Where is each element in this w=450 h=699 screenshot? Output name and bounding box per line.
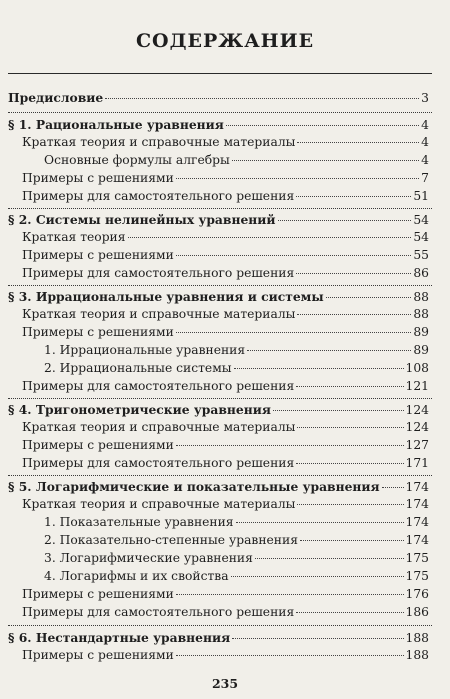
- toc-label: § 1. Рациональные уравнения: [8, 117, 224, 132]
- toc-label: Примеры с решениями: [22, 325, 174, 339]
- toc-label: § 2. Системы нелинейных уравнений: [8, 212, 276, 227]
- toc-page: 4: [421, 135, 429, 149]
- toc-entry[interactable]: [22, 438, 429, 456]
- toc-page: 174: [405, 533, 429, 547]
- toc-page: 124: [405, 403, 429, 417]
- toc-section-3[interactable]: [8, 289, 429, 307]
- section-divider: [8, 475, 432, 476]
- toc-page: 127: [405, 438, 429, 452]
- toc-label: Основные формулы алгебры: [44, 153, 230, 167]
- toc-page: 176: [405, 587, 429, 601]
- toc-label: 1. Иррациональные уравнения: [44, 343, 246, 357]
- toc-page: 51: [413, 189, 429, 203]
- toc-label: Примеры для самостоятельного решения: [22, 605, 295, 619]
- section-divider: [8, 285, 432, 286]
- toc-entry[interactable]: [44, 153, 429, 171]
- section-divider: [8, 398, 432, 399]
- toc-page: 174: [405, 515, 429, 529]
- page-number: 235: [211, 676, 239, 691]
- toc-page: 186: [405, 605, 429, 619]
- toc-entry[interactable]: [22, 135, 429, 153]
- toc-label: Примеры для самостоятельного решения: [22, 189, 295, 203]
- toc-page: 108: [405, 361, 429, 375]
- toc-entry[interactable]: [22, 171, 429, 189]
- toc-label: Предисловие: [8, 90, 104, 105]
- toc-label: Примеры с решениями: [22, 171, 174, 185]
- toc-page: 121: [405, 379, 429, 393]
- toc-page: 54: [413, 230, 429, 244]
- toc-label: Примеры с решениями: [22, 248, 174, 262]
- toc-label: 2. Иррациональные системы: [44, 361, 232, 375]
- toc-label: 4. Логарифмы и их свойства: [44, 569, 229, 583]
- toc-section-5[interactable]: [8, 479, 429, 497]
- toc-page: 4: [421, 153, 429, 167]
- toc-entry[interactable]: [22, 379, 429, 397]
- toc-page: 88: [413, 307, 429, 321]
- toc-section-2[interactable]: [8, 212, 429, 230]
- toc-label: 3. Логарифмические уравнения: [44, 551, 253, 565]
- toc-label: Примеры для самостоятельного решения: [22, 379, 295, 393]
- toc-page: 174: [405, 480, 429, 494]
- section-divider: [8, 208, 432, 209]
- toc-entry[interactable]: [22, 307, 429, 325]
- toc-page: 175: [405, 569, 429, 583]
- toc-label: Краткая теория и справочные материалы: [22, 307, 296, 321]
- toc-section-6[interactable]: [8, 630, 429, 648]
- toc-page: 55: [413, 248, 429, 262]
- toc-label: § 6. Нестандартные уравнения: [8, 630, 231, 645]
- toc-page: 88: [413, 290, 429, 304]
- section-divider: [8, 625, 432, 626]
- toc-entry[interactable]: [22, 420, 429, 438]
- toc-page: 89: [413, 325, 429, 339]
- toc-entry[interactable]: [22, 189, 429, 207]
- toc-label: Примеры для самостоятельного решения: [22, 456, 295, 470]
- toc-label: Краткая теория и справочные материалы: [22, 135, 296, 149]
- toc-entry[interactable]: [44, 343, 429, 361]
- toc-label: 2. Показательно-степенные уравнения: [44, 533, 298, 547]
- toc-entry[interactable]: [22, 248, 429, 266]
- toc-page: 86: [413, 266, 429, 280]
- toc-page: 188: [405, 648, 429, 662]
- toc-page: 89: [413, 343, 429, 357]
- top-rule: [8, 73, 432, 74]
- toc-label: Краткая теория и справочные материалы: [22, 420, 296, 434]
- toc-label: 1. Показательные уравнения: [44, 515, 234, 529]
- page-title: СОДЕРЖАНИЕ: [135, 30, 315, 52]
- toc-label: Краткая теория и справочные материалы: [22, 497, 296, 511]
- toc-label: § 4. Тригонометрические уравнения: [8, 402, 271, 417]
- toc-page: 174: [405, 497, 429, 511]
- toc-entry[interactable]: [44, 515, 429, 533]
- toc-entry[interactable]: [22, 587, 429, 605]
- toc-entry-preface[interactable]: [8, 90, 429, 108]
- toc-entry[interactable]: [22, 648, 429, 666]
- toc-page: 7: [421, 171, 429, 185]
- toc-entry[interactable]: [44, 569, 429, 587]
- toc-entry[interactable]: [22, 266, 429, 284]
- toc-entry[interactable]: [22, 497, 429, 515]
- toc-page: 171: [405, 456, 429, 470]
- toc-entry[interactable]: [22, 456, 429, 474]
- toc-label: Краткая теория: [22, 230, 126, 244]
- toc-label: Примеры с решениями: [22, 438, 174, 452]
- section-divider: [8, 112, 432, 113]
- toc-entry[interactable]: [22, 325, 429, 343]
- toc-entry[interactable]: [22, 230, 429, 248]
- toc-section-4[interactable]: [8, 402, 429, 420]
- toc-label: § 3. Иррациональные уравнения и системы: [8, 289, 324, 304]
- toc-section-1[interactable]: [8, 117, 429, 135]
- toc-label: Примеры с решениями: [22, 587, 174, 601]
- toc-label: § 5. Логарифмические и показательные уравнения: [8, 479, 380, 494]
- toc-label: Примеры для самостоятельного решения: [22, 266, 295, 280]
- toc-page: 188: [405, 631, 429, 645]
- toc-page: 124: [405, 420, 429, 434]
- toc-entry[interactable]: [22, 605, 429, 623]
- toc-entry[interactable]: [44, 533, 429, 551]
- toc-page: 4: [421, 118, 429, 132]
- toc-page: 3: [421, 91, 429, 105]
- toc-entry[interactable]: [44, 361, 429, 379]
- toc-page: 54: [413, 213, 429, 227]
- toc-entry[interactable]: [44, 551, 429, 569]
- toc-page: 175: [405, 551, 429, 565]
- toc-label: Примеры с решениями: [22, 648, 174, 662]
